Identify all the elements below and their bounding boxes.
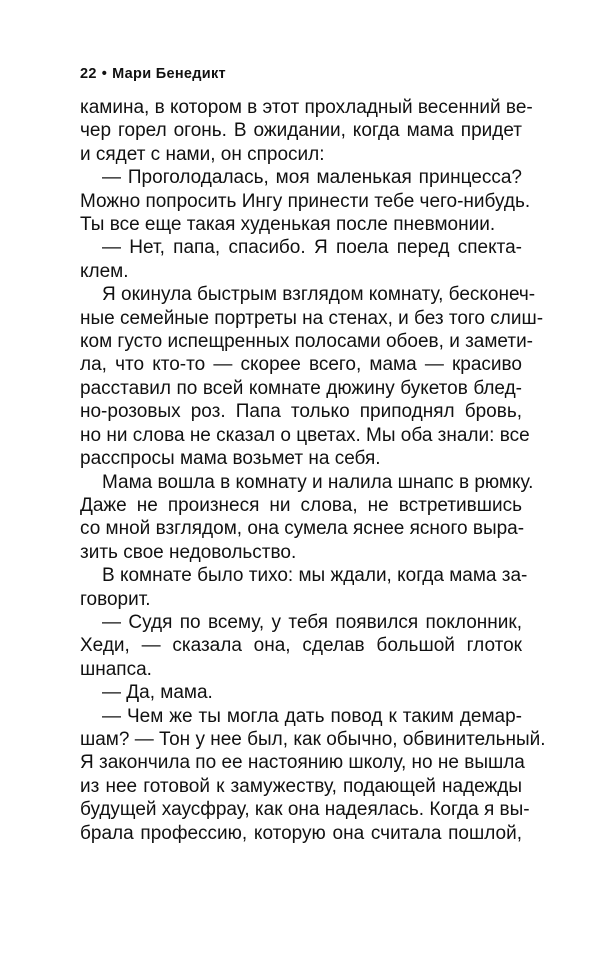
text-line: чер горел огонь. В ожидании, когда мама придет <box>80 120 522 142</box>
running-header <box>80 66 522 90</box>
text-line: будущей хаусфрау, как она надеялась. Когда я вы- <box>80 799 530 821</box>
text-line: Хеди, — сказала она, сделав большой глоток <box>80 635 522 657</box>
text-line: ные семейные портреты на стенах, и без того слиш- <box>80 307 544 329</box>
text-line: — Чем же ты могла дать повод к таким демар- <box>102 705 522 727</box>
text-line: и сядет с нами, он спросил: <box>80 143 325 165</box>
text-line: расспросы мама возьмет на себя. <box>80 448 381 470</box>
text-line: — Судя по всему, у тебя появился поклонник, <box>102 611 522 633</box>
text-line: В комнате было тихо: мы ждали, когда мама за- <box>102 565 528 587</box>
text-line: Я окинула быстрым взглядом комнату, бесконеч- <box>102 284 536 306</box>
book-page <box>80 66 546 845</box>
text-line: шам? — Тон у нее был, как обычно, обвинительный. <box>80 728 546 750</box>
text-line: Мама вошла в комнату и налила шнапс в рюмку. <box>102 471 534 493</box>
text-line: брала профессию, которую она считала пошлой, <box>80 822 522 844</box>
text-line: ла, что кто-то — скорее всего, мама — красиво <box>80 354 522 376</box>
text-line: — Проголодалась, моя маленькая принцесса? <box>102 167 522 189</box>
text-line: — Да, мама. <box>102 682 213 704</box>
text-line: зить свое недовольство. <box>80 541 297 563</box>
text-line: расставил по всей комнате дюжину букетов блед- <box>80 377 522 399</box>
text-line: Я закончила по ее настоянию школу, но не вышла <box>80 752 525 774</box>
text-line: камина, в котором в этот прохладный весенний ве- <box>80 97 533 118</box>
body-text <box>80 96 546 845</box>
text-line: но ни слова не сказал о цветах. Мы оба знали: все <box>80 424 530 446</box>
page-number: 22 <box>80 66 97 82</box>
text-line: Ты все еще такая худенькая после пневмонии. <box>80 214 496 236</box>
text-line: Даже не произнеся ни слова, не встретившись <box>80 494 522 516</box>
text-line: ком густо испещренных полосами обоев, и замети- <box>80 331 534 353</box>
text-line: Можно попросить Ингу принести тебе чего-нибудь. <box>80 190 531 212</box>
text-line: клем. <box>80 260 129 282</box>
text-line: из нее готовой к замужеству, подающей надежды <box>80 775 522 797</box>
author-name: Мари Бенедикт <box>112 66 226 82</box>
text-line: но-розовых роз. Папа только приподнял бровь, <box>80 401 522 423</box>
text-line: шнапса. <box>80 658 152 680</box>
text-line: со мной взглядом, она сумела яснее ясного выра- <box>80 518 525 540</box>
text-line: — Нет, папа, спасибо. Я поела перед спекта- <box>102 237 522 259</box>
text-line: говорит. <box>80 588 151 610</box>
header-separator: • <box>101 66 108 82</box>
